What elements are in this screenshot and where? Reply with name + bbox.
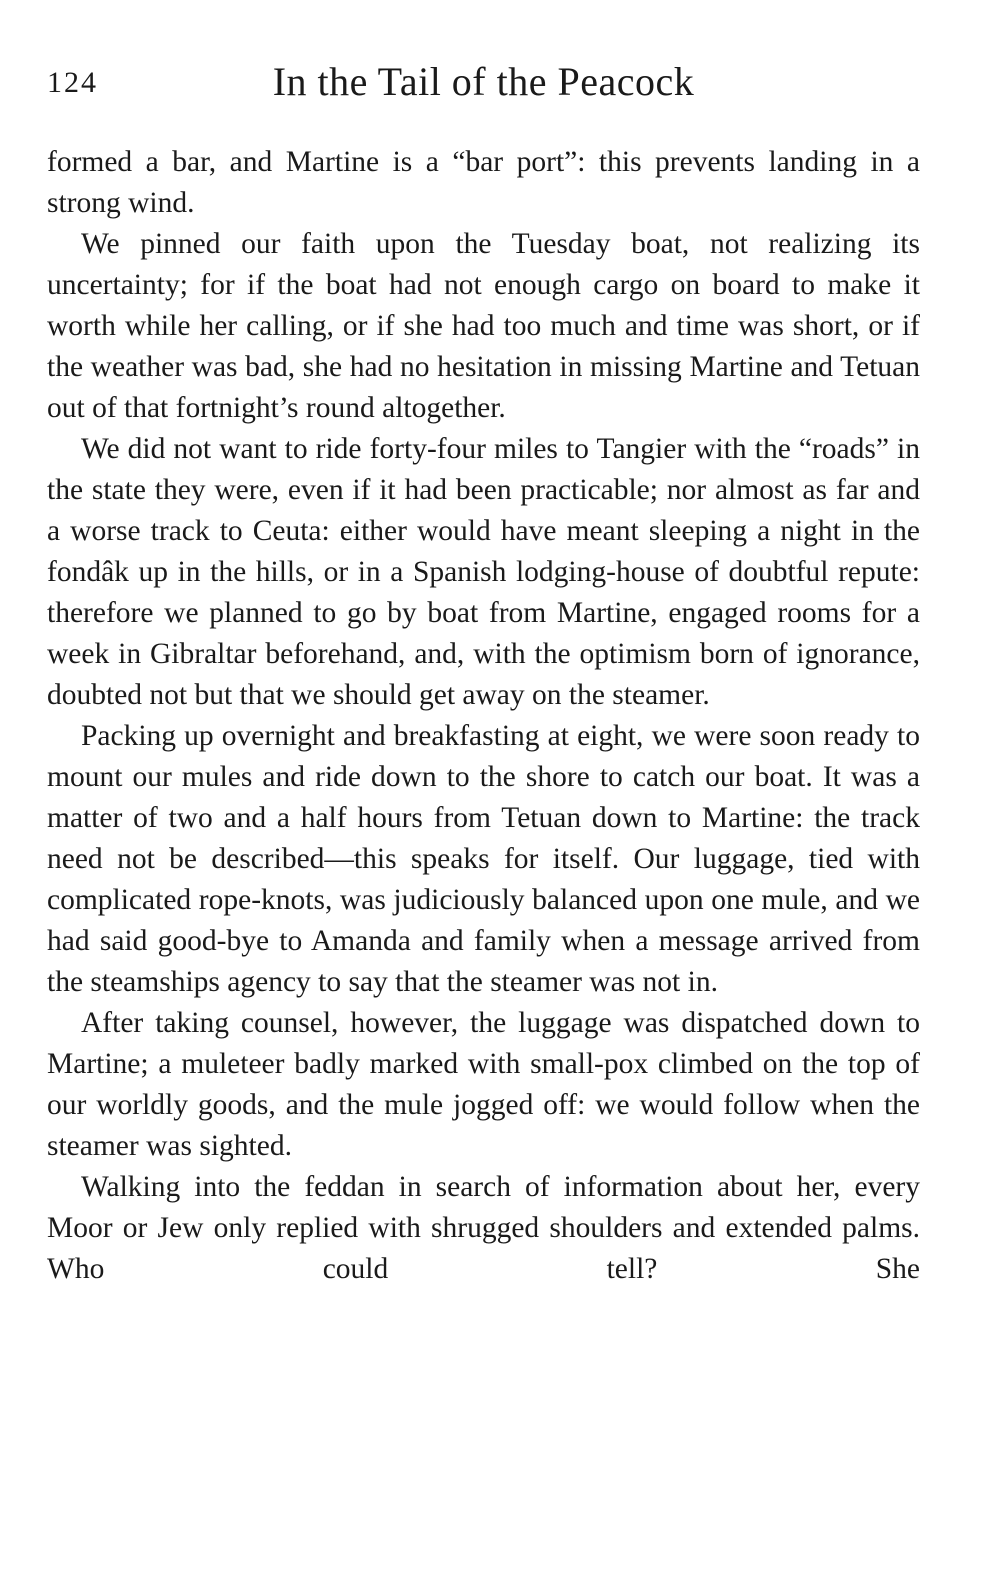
paragraph: After taking counsel, however, the luggage was dispatched down to Martine; a muleteer badly marked with small-pox climbed on the top of our worldly goods, and the mule jogged off: we would follow when the steamer was sighted. (47, 1007, 920, 1162)
paragraph: formed a bar, and Martine is a “bar port”: this prevents landing in a strong wind. (47, 146, 920, 219)
body-text (47, 142, 920, 1290)
paragraph: Walking into the feddan in search of information about her, every Moor or Jew only replied with shrugged shoulders and extended palms. Who could tell? She (47, 1171, 920, 1285)
running-head (47, 58, 920, 122)
paragraph: We pinned our faith upon the Tuesday boat, not realizing its uncertainty; for if the boat had not enough cargo on board to make it worth while her calling, or if she had too much and time was short, or if the weather was bad, she had no hesitation in missing Martine and Tetuan out of that fortnight’s round altogether. (47, 228, 920, 424)
running-title: In the Tail of the Peacock (272, 59, 695, 104)
paragraph: We did not want to ride forty-four miles to Tangier with the “roads” in the state they were, even if it had been practicable; nor almost as far and a worse track to Ceuta: either would have meant sleeping a night in the fondâk up in the hills, or in a Spanish lodging-house of doubtful repute: therefore we planned to go by boat from Martine, engaged rooms for a week in Gibraltar beforehand, and, with the optimism born of ignorance, doubted not but that we should get away on the steamer. (47, 433, 920, 711)
paragraph: Packing up overnight and breakfasting at eight, we were soon ready to mount our mules and ride down to the shore to catch our boat. It was a matter of two and a half hours from Tetuan down to Martine: the track need not be described—this speaks for itself. Our luggage, tied with complicated rope-knots, was judiciously balanced upon one mule, and we had said good-bye to Amanda and family when a message arrived from the steamships agency to say that the steamer was not in. (47, 720, 920, 998)
book-page (47, 58, 920, 1290)
page-number: 124 (47, 66, 98, 99)
